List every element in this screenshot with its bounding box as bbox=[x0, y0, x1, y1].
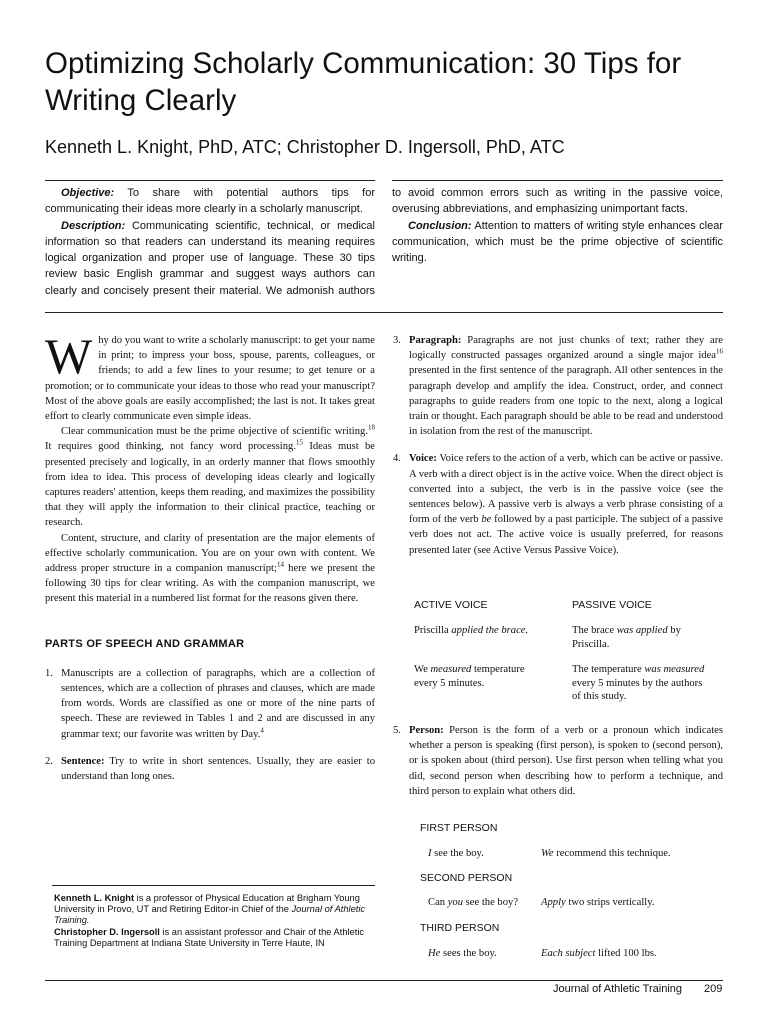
abstract-description-continued: to avoid common errors such as writing in the passive voice, overusing abbreviations, and emphasizing unimportant facts. Conclusion: Attention to matters of writing style enhances clear communication, which must be the prime objective of scientific writing. bbox=[392, 185, 723, 266]
abstract-objective bbox=[45, 185, 375, 218]
second-person-example-a: Can you see the boy? bbox=[428, 897, 519, 908]
drop-cap: W bbox=[45, 328, 93, 384]
active-example-2: We measured temperature every 5 minutes. bbox=[414, 664, 525, 689]
abstract-left bbox=[45, 185, 375, 299]
item-label: Paragraph: bbox=[409, 335, 462, 346]
ref-15: 15 bbox=[295, 438, 303, 447]
item-number: 3. bbox=[393, 335, 401, 346]
intro-paragraph-3: Content, structure, and clarity of presentation are the major elements of effective scholarly communication. You are on your own with content. We address proper structure in a companion manuscript;$^{14}$ here we present the following 30 tips for clear writing. As with the companion manuscript, we present this material in a numbered list format for the reasons given there. bbox=[45, 532, 375, 605]
item-number: 5. bbox=[393, 725, 401, 736]
section-heading: PARTS OF SPEECH AND GRAMMAR bbox=[45, 637, 245, 650]
item-number: 1. bbox=[45, 667, 53, 679]
item-number: 4. bbox=[393, 453, 401, 465]
passive-example-1: The brace was applied by Priscilla. bbox=[572, 625, 681, 650]
second-person-label: SECOND PERSON bbox=[420, 872, 513, 884]
item-number: 2. bbox=[45, 755, 53, 767]
article-title: Optimizing Scholarly Communication: 30 Tips for Writing Clearly bbox=[45, 47, 682, 117]
footer-page-number: 209 bbox=[704, 983, 723, 995]
intro-paragraph-2: Clear communication must be the prime objective of scientific writing.$^{18}$ It requires good thinking, not fancy word processing.$^{15}$ Ideas must be presented precisely and logically, in an orderly manner that flows smoothly from idea to idea. This process of developing ideas clearly and logically captures readers' attention, keeps them reading, and maximizes the possibility that they will apply the information to their clinical practice, teaching or research. bbox=[45, 423, 375, 529]
footer-rule bbox=[45, 980, 723, 981]
ingersoll-bio: Christopher D. Ingersoll is an assistant professor and Chair of the Athletic Training Department at Indiana State University in Terre Haute, IN bbox=[54, 926, 365, 948]
ref-16: 16 bbox=[716, 347, 723, 356]
abstract-top-rule bbox=[45, 180, 375, 181]
third-person-example-b: Each subject lifted 100 lbs. bbox=[541, 948, 657, 959]
author-line: Kenneth L. Knight, PhD, ATC; Christopher D. Ingersoll, PhD, ATC bbox=[45, 137, 565, 157]
list-item-2: 2. Sentence: Try to write in short sentences. Usually, they are easier to understand than long ones. bbox=[45, 755, 375, 783]
footer-journal: Journal of Athletic Training bbox=[553, 983, 683, 995]
item-label: Sentence: bbox=[61, 755, 105, 767]
description-text: Communicating scientific, technical, or medical information so that readers can understand its meaning requires logical organization and proper use of language. These 30 tips review basic English grammar and suggest ways authors can clearly and concisely present their material. We admonish authors bbox=[45, 219, 375, 297]
list-item-5: 5. Person: Person is the form of a verb or a pronoun which indicates whether a person is speaking (first person), is spoken to (second person), or is spoken about (third person). Use first person when telling what you did, second person when describing how to perform a technique, and third person to explain what others did. bbox=[393, 725, 723, 797]
abstract-bottom-rule bbox=[45, 312, 723, 313]
ref-18: 18 bbox=[368, 423, 375, 432]
passive-voice-header: PASSIVE VOICE bbox=[572, 599, 652, 611]
passive-example-2: The temperature was measured every 5 minutes by the authors of this study. bbox=[572, 664, 705, 702]
objective-text: To share with potential authors tips for communicating their ideas more clearly in a scholarly manuscript. bbox=[45, 187, 375, 216]
knight-bio: Kenneth L. Knight is a professor of Physical Education at Brigham Young University in Provo, UT and Retiring Editor-in Chief of the Journal of Athletic Training. bbox=[54, 893, 366, 926]
abstract-right bbox=[392, 185, 723, 299]
conclusion-text: Attention to matters of writing style enhances clear communication, which must be the prime objective of scientific writing. bbox=[392, 219, 723, 265]
first-person-label: FIRST PERSON bbox=[420, 822, 498, 834]
first-person-example-a: I see the boy. bbox=[428, 848, 484, 859]
left-column bbox=[45, 328, 375, 784]
footnote-rule bbox=[52, 885, 375, 886]
abstract-top-rule-right bbox=[392, 180, 723, 181]
list-item-4: 4. Voice: Voice refers to the action of a verb, which can be active or passive. A verb with a direct object is in the active voice. When the direct object is converted into a subject, the verb is in the passive voice (see the sentences below). A passive verb is always a verb phrase consisting of a form of the verb be followed by a past participle. The subject of a passive verb does not act. The active voice is usually preferred, for reasons presented later (see Active Versus Passive Voice). bbox=[393, 453, 723, 556]
third-person-label: THIRD PERSON bbox=[420, 922, 500, 934]
intro-paragraph-1: Why do you want to write a scholarly manuscript: to get your name in print; to impress your boss, spouse, parents, colleagues, or friends; to add a few lines to your resume; to get tenure or a promotion; or to communicate your ideas to those who read your manuscript? Most of the above goals are easily accomplished; the last is not. It takes great effort to clearly communicate even simple ideas. bbox=[45, 328, 375, 423]
conclusion-label: Conclusion: bbox=[408, 219, 472, 232]
list-item-3: 3. Paragraph: Paragraphs are not just chunks of text; rather they are logically constructed passages organized around a single major idea$^{16}$ presented in the first sentence of the paragraph. All other sentences in the paragraph develop and amplify the idea. Construct, order, and connect paragraphs to guide readers from one topic to the next, along a logical train or thought. Each paragraph should be able to be read and understood in isolation from the rest of the manuscript. bbox=[393, 335, 723, 438]
first-person-example-b: We recommend this technique. bbox=[541, 848, 671, 859]
item-label: Voice: bbox=[409, 453, 437, 465]
active-example-1: Priscilla applied the brace. bbox=[414, 625, 529, 636]
ref-14: 14 bbox=[276, 560, 284, 569]
active-voice-header: ACTIVE VOICE bbox=[414, 599, 488, 611]
right-column bbox=[393, 333, 723, 558]
abstract-description bbox=[45, 218, 375, 299]
description-label: Description: bbox=[61, 219, 126, 232]
ref-4: 4 bbox=[260, 726, 264, 735]
third-person-example-a: He sees the boy. bbox=[428, 948, 497, 959]
item-label: Person: bbox=[409, 725, 444, 736]
second-person-example-b: Apply two strips vertically. bbox=[541, 897, 655, 908]
abstract-conclusion bbox=[392, 218, 723, 267]
author-footnote bbox=[54, 893, 375, 949]
objective-label: Objective: bbox=[61, 187, 115, 199]
list-item-1: 1. Manuscripts are a collection of paragraphs, which are a collection of sentences, which are a collection of phrases and clauses, which are made from words. Words are classified as one or more of the nine parts of speech. These are reviewed in Tables 1 and 2 and are discussed in any grammar text; our favorite was written by Day.$^4$ bbox=[45, 667, 375, 740]
